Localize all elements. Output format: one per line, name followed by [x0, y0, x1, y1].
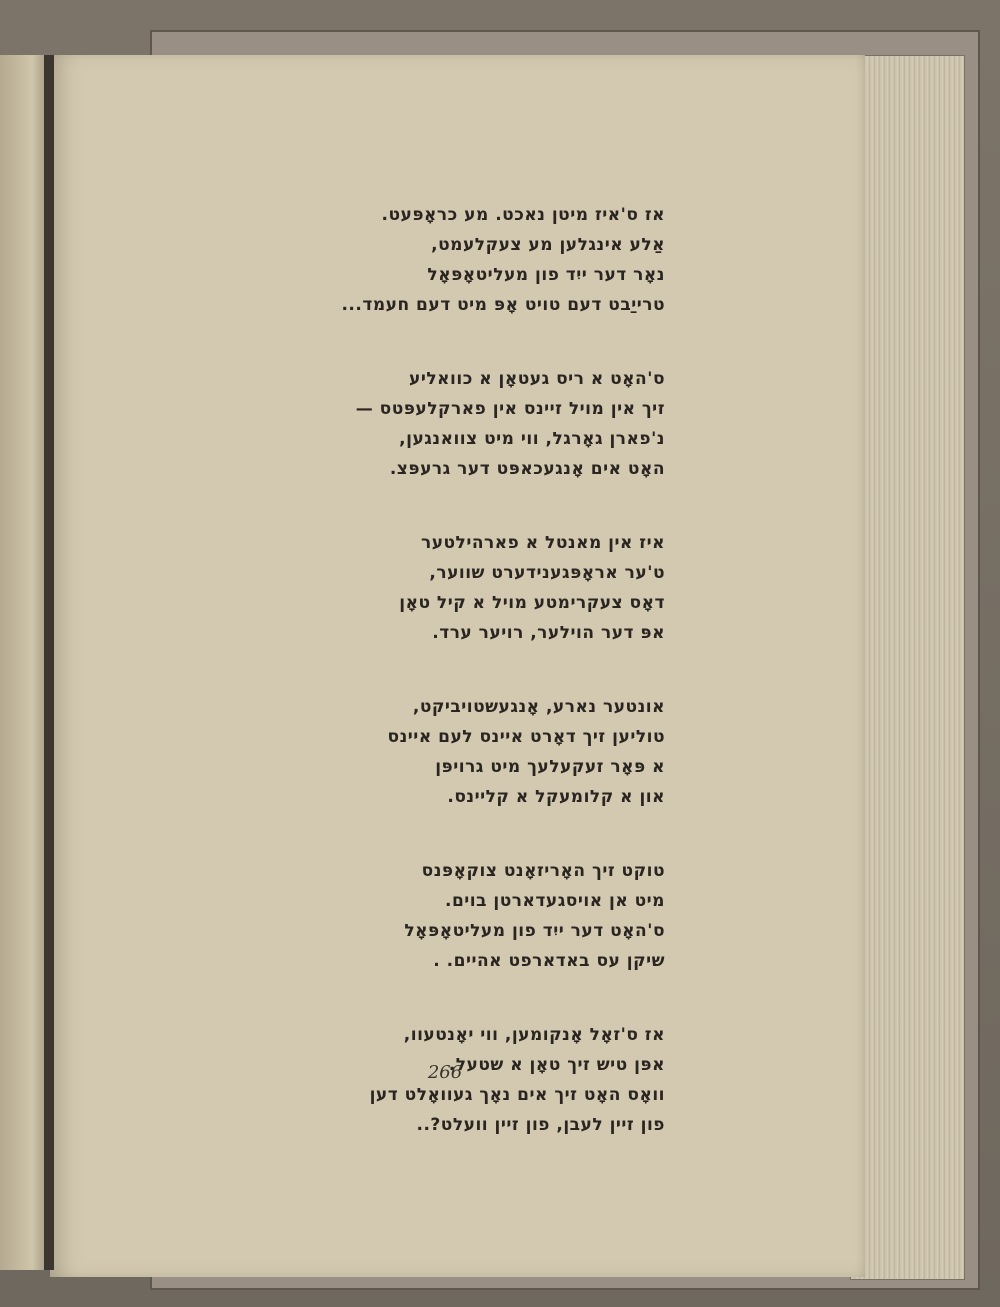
poem-line: מיט אן אויסגעדארטן בוים.: [444, 891, 665, 911]
poem-line: אונטער נארע, אָנגעשטויביקט,: [412, 697, 665, 717]
poem-line: נאָר דער ייִד פון מעליטאָפּאָל: [427, 265, 665, 285]
poem-line: ס'האָט דער ייִד פון מעליטאָפּאָל: [404, 921, 665, 941]
poem-line: א פּאָר זעקעלעך מיט גרויפּן: [435, 757, 665, 777]
poem-line: טרייַבט דעם טויט אָפּ מיט דעם חעמד...: [341, 295, 665, 315]
stanza-2: [240, 364, 665, 484]
stanza-3: [240, 528, 665, 648]
stanza-4: [240, 692, 665, 812]
poem-line: נ'פארן גאָרגל, ווי מיט צוואנגען,: [399, 429, 665, 449]
poem-line: און א קלומעקל א קליינס.: [447, 787, 665, 807]
poem-line: טוקט זיך האָריזאָנט צוקאָפּנס: [421, 861, 665, 881]
poem: [240, 200, 665, 1184]
book-gutter: [44, 55, 54, 1270]
poem-line: אפּ דער הוילער, רויער ערד.: [432, 623, 665, 643]
poem-line: וואָס האָט זיך אים נאָך געוואָלט דען: [369, 1085, 665, 1105]
poem-line: אז ס'איז מיטן נאכט. מע כראָפּעט.: [381, 205, 665, 225]
poem-line: זיך אין מויל זיינס אין פארקלעפּטס —: [355, 399, 665, 419]
poem-line: ס'האָט א ריס געטאָן א כוואליע: [409, 369, 665, 389]
stanza-5: [240, 856, 665, 976]
page-number: 266: [427, 1062, 463, 1083]
poem-line: איז אין מאנטל א פארהילטער: [420, 533, 665, 553]
poem-line: אפּן טיש זיך טאָן א שטעל.: [448, 1055, 665, 1075]
poem-line: אז ס'זאָל אָנקומען, ווי יאָנטעוו,: [403, 1025, 665, 1045]
page-edges: [850, 55, 965, 1280]
poem-line: האָט אים אָנגעכאפּט דער גרעפּצ.: [389, 459, 665, 479]
poem-line: פון זיין לעבן, פון זיין וועלט?..: [416, 1115, 665, 1135]
poem-line: שיקן עס באדארפט אהיים. .: [433, 951, 665, 971]
stanza-1: [240, 200, 665, 320]
poem-line: אַלע אינגלען מע צעקלעמט,: [431, 235, 665, 255]
poem-line: דאָס צעקרימטע מויל א קיל טאָן: [399, 593, 665, 613]
poem-line: טוליען זיך דאָרט איינס לעם איינס: [387, 727, 665, 747]
poem-line: ט'ער אראָפּגענידערט שווער,: [429, 563, 665, 583]
left-page: [0, 55, 48, 1270]
